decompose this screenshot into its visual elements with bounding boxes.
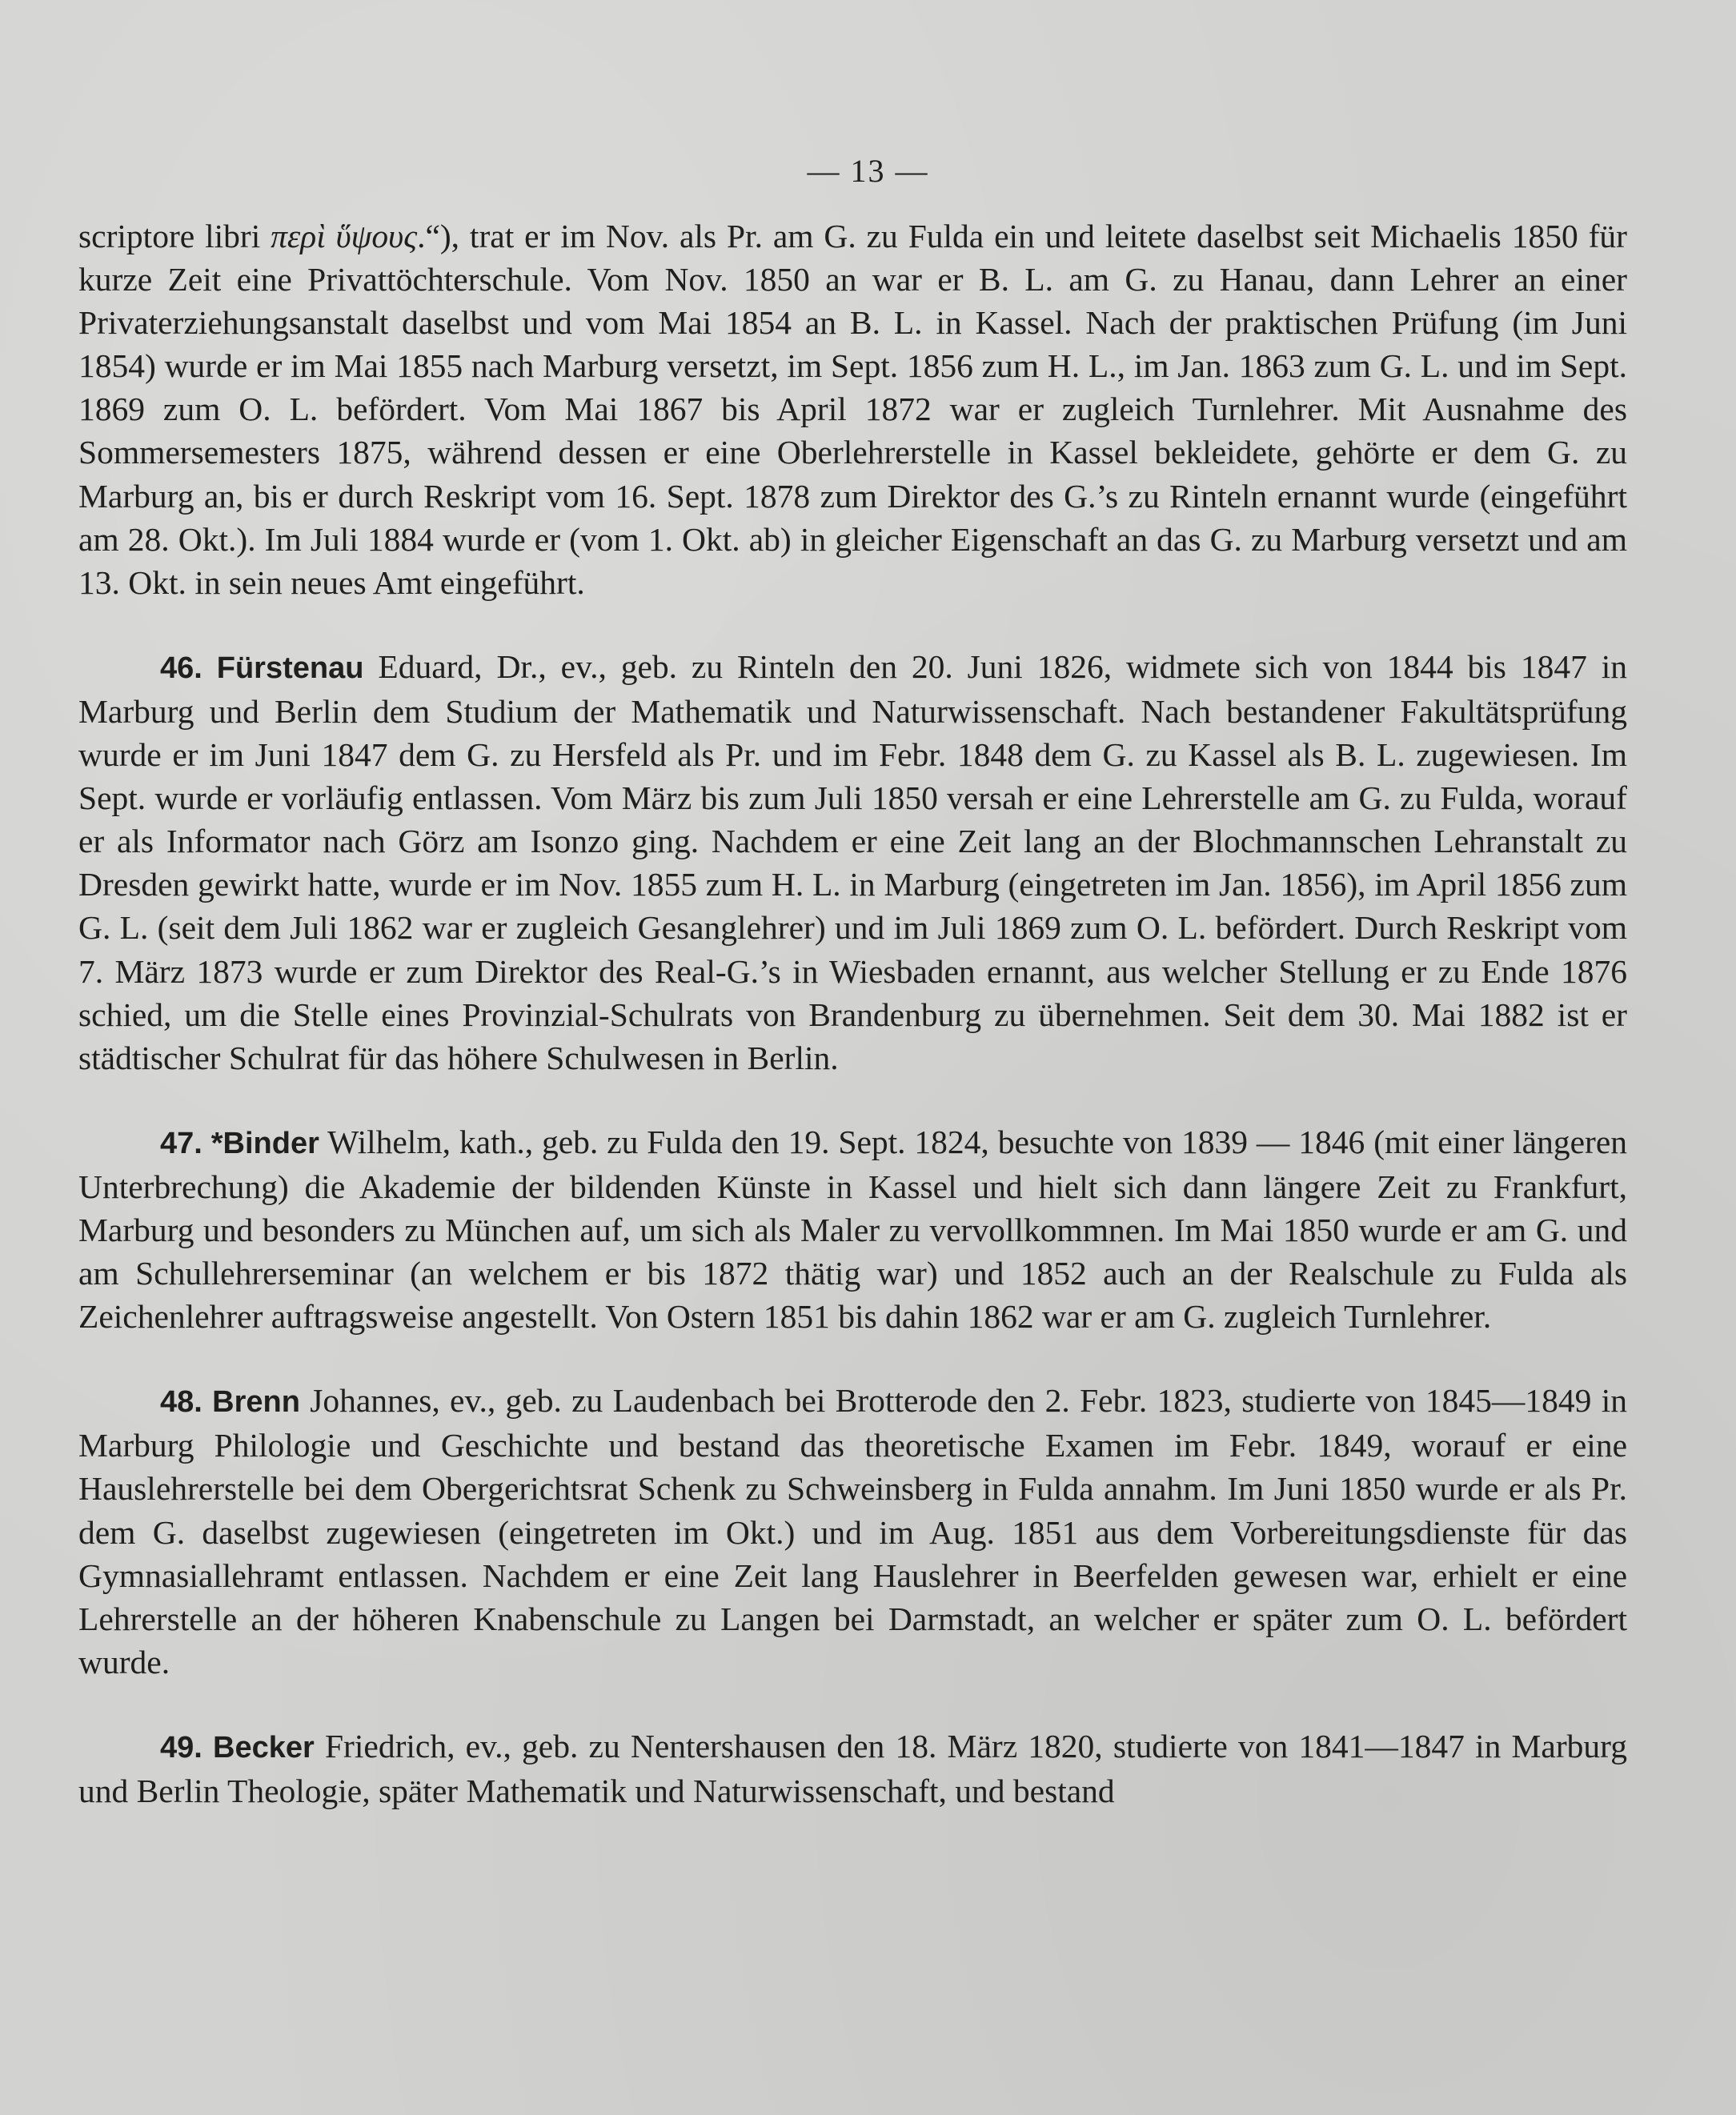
entry-46 xyxy=(78,645,1627,1080)
page-number: — 13 — xyxy=(807,153,929,189)
entry-surname: *Binder xyxy=(210,1126,319,1160)
continued-paragraph xyxy=(78,214,1627,604)
intro-text-start: scriptore libri xyxy=(78,218,271,254)
greek-title: περὶ ὕψους xyxy=(271,218,418,254)
intro-text-rest: .“), trat er im Nov. als Pr. am G. zu Fulda ein und leitete daselbst seit Michaelis 1850 für kurze Zeit eine Privattöchterschule. Vom Nov. 1850 an war er B. L. am G. zu Hanau, dann Lehrer an einer Privaterziehungsanstalt daselbst und vom Mai 1854 an B. L. in Kassel. Nach der praktischen Prüfung (im Juni 1854) wurde er im Mai 1855 nach Marburg versetzt, im Sept. 1856 zum H. L., im Jan. 1863 zum G. L. und im Sept. 1869 zum O. L. befördert. Vom Mai 1867 bis April 1872 war er zugleich Turnlehrer. Mit Ausnahme des Sommersemesters 1875, während dessen er eine Oberlehrerstelle in Kassel bekleidete, gehörte er dem G. zu Marburg an, bis er durch Reskript vom 16. Sept. 1878 zum Direktor des G.’s zu Rinteln ernannt wurde (eingeführt am 28. Okt.). Im Juli 1884 wurde er (vom 1. Okt. ab) in gleicher Eigenschaft an das G. zu Marburg versetzt und am 13. Okt. in sein neues Amt eingeführt. xyxy=(78,218,1627,601)
entry-text: Friedrich, ev., geb. zu Nentershausen den 18. März 1820, studierte von 1841—1847 in Marburg und Berlin Theologie, später Mathematik und Naturwissenschaft, und bestand xyxy=(78,1727,1627,1809)
entry-surname: Brenn xyxy=(212,1385,300,1420)
body-text xyxy=(78,214,1627,1813)
entry-number: 47. xyxy=(160,1126,202,1160)
entry-number: 46. xyxy=(160,651,202,685)
entry-number: 48. xyxy=(160,1385,202,1420)
entry-surname: Fürstenau xyxy=(216,651,364,685)
entry-text: Wilhelm, kath., geb. zu Fulda den 19. Sept. 1824, besuchte von 1839 — 1846 (mit einer längeren Unterbrechung) die Akademie der bildenden Künste in Kassel und hielt sich dann längere Zeit zu Frankfurt, Marburg und besonders zu München auf, um sich als Maler zu vervollkommnen. Im Mai 1850 wurde er am G. und am Schullehrerseminar (an welchem er bis 1872 thätig war) und 1852 auch an der Realschule zu Fulda als Zeichenlehrer auftragsweise angestellt. Von Ostern 1851 bis dahin 1862 war er am G. zugleich Turnlehrer. xyxy=(78,1123,1627,1336)
entry-47 xyxy=(78,1120,1627,1338)
entry-number: 49. xyxy=(160,1730,202,1765)
entry-48 xyxy=(78,1379,1627,1684)
entry-text: Eduard, Dr., ev., geb. zu Rinteln den 20. Juni 1826, widmete sich von 1844 bis 1847 in Marburg und Berlin dem Studium der Mathematik und Naturwissenschaft. Nach bestandener Fakultätsprüfung wurde er im Juni 1847 dem G. zu Hersfeld als Pr. und im Febr. 1848 dem G. zu Kassel als B. L. zugewiesen. Im Sept. wurde er vorläufig entlassen. Vom März bis zum Juli 1850 versah er eine Lehrerstelle am G. zu Fulda, worauf er als Informator nach Görz am Isonzo ging. Nachdem er eine Zeit lang an der Blochmannschen Lehranstalt zu Dresden gewirkt hatte, wurde er im Nov. 1855 zum H. L. in Marburg (eingetreten im Jan. 1856), im April 1856 zum G. L. (seit dem Juli 1862 war er zugleich Gesanglehrer) und im Juli 1869 zum O. L. befördert. Durch Reskript vom 7. März 1873 wurde er zum Direktor des Real-G.’s in Wiesbaden ernannt, aus welcher Stellung er zu Ende 1876 schied, um die Stelle eines Provinzial-Schulrats von Brandenburg zu übernehmen. Seit dem 30. Mai 1882 ist er städtischer Schulrat für das höhere Schulwesen in Berlin. xyxy=(78,647,1628,1076)
entry-text: Johannes, ev., geb. zu Laudenbach bei Brotterode den 2. Febr. 1823, studierte von 1845—1849 in Marburg Philologie und Geschichte und bestand das theoretische Examen im Febr. 1849, worauf er eine Hauslehrerstelle bei dem Obergerichtsrat Schenk zu Schweinsberg in Fulda annahm. Im Juni 1850 wurde er als Pr. dem G. daselbst zugewiesen (eingetreten im Okt.) und im Aug. 1851 aus dem Vorbereitungsdienste für das Gymnasiallehramt entlassen. Nachdem er eine Zeit lang Hauslehrer in Beerfelden gewesen war, erhielt er eine Lehrerstelle an der höheren Knabenschule zu Langen bei Darmstadt, an welcher er später zum O. L. befördert wurde. xyxy=(78,1382,1628,1680)
entry-49 xyxy=(78,1724,1627,1813)
entry-surname: Becker xyxy=(213,1730,315,1765)
